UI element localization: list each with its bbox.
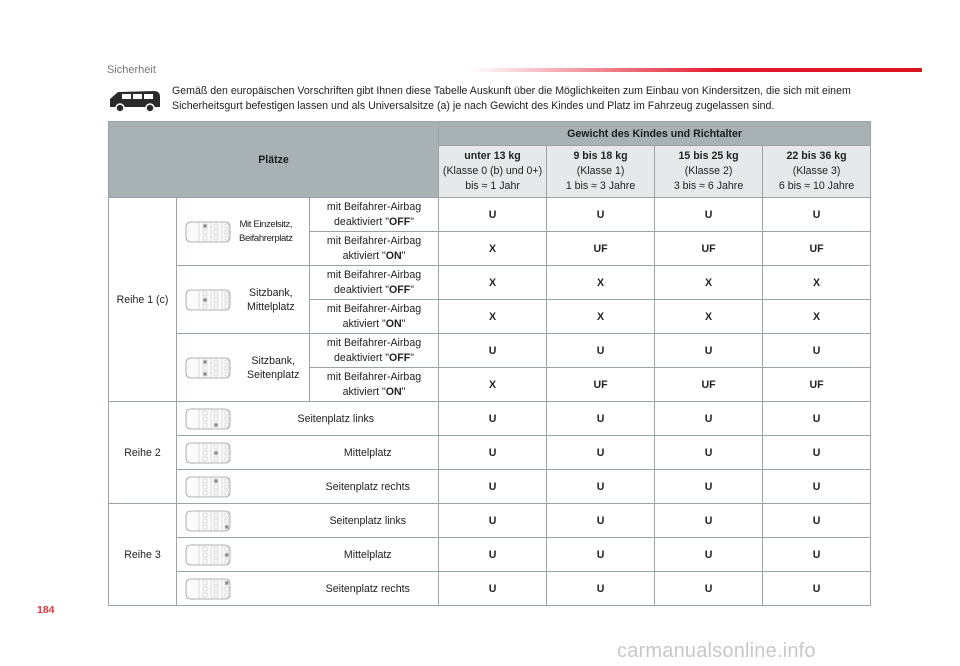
value-cell: U: [547, 334, 655, 368]
value-cell: X: [655, 266, 763, 300]
value-cell: U: [439, 402, 547, 436]
car-seat-diagram-icon: [185, 408, 231, 430]
row-label-reihe-2: Reihe 2: [109, 402, 177, 504]
column-header-group-0: unter 13 kg (Klasse 0 (b) und 0+) bis ≈ 1 Jahr: [439, 146, 547, 198]
value-cell: U: [439, 334, 547, 368]
seat-diagram-cell: [177, 572, 310, 606]
places-header: Plätze: [109, 122, 439, 198]
row-label-reihe-3: Reihe 3: [109, 504, 177, 606]
value-cell: UF: [763, 232, 871, 266]
seat-diagram-cell: [177, 504, 310, 538]
car-seat-diagram-icon: [185, 476, 231, 498]
header-accent-bar: [470, 68, 922, 72]
value-cell: X: [763, 300, 871, 334]
car-seat-diagram-icon: [185, 510, 231, 532]
value-cell: U: [655, 572, 763, 606]
van-icon: [108, 86, 162, 114]
seat-diagram-cell: [177, 402, 310, 436]
value-cell: U: [547, 572, 655, 606]
airbag-on-label: mit Beifahrer-Airbag aktiviert "ON": [310, 232, 439, 266]
value-cell: UF: [763, 368, 871, 402]
value-cell: U: [655, 538, 763, 572]
car-seat-diagram-icon: [185, 289, 231, 311]
value-cell: U: [439, 470, 547, 504]
seat-cell-beifahrer: Mit Einzelsitz, Beifahrerplatz: [177, 198, 310, 266]
child-seat-table: [108, 121, 871, 606]
value-cell: U: [655, 402, 763, 436]
column-header-group-2: 15 bis 25 kg (Klasse 2) 3 bis ≈ 6 Jahre: [655, 146, 763, 198]
value-cell: U: [439, 436, 547, 470]
seat-cell-seitenplatz: Sitzbank, Seitenplatz: [177, 334, 310, 402]
car-seat-diagram-icon: [185, 578, 231, 600]
seat-cell-mittelplatz: Sitzbank, Mittelplatz: [177, 266, 310, 334]
car-seat-diagram-icon: [185, 544, 231, 566]
seat-label: Mittelplatz: [310, 436, 439, 470]
value-cell: U: [439, 504, 547, 538]
watermark: carmanualsonline.info: [617, 640, 816, 662]
value-cell: U: [763, 402, 871, 436]
value-cell: U: [763, 504, 871, 538]
value-cell: U: [439, 572, 547, 606]
seat-label: Seitenplatz rechts: [310, 470, 439, 504]
row-label-reihe-1: Reihe 1 (c): [109, 198, 177, 402]
seat-label: Seitenplatz links: [310, 402, 439, 436]
value-cell: U: [655, 334, 763, 368]
car-seat-diagram-icon: [185, 442, 231, 464]
value-cell: UF: [547, 368, 655, 402]
value-cell: U: [763, 538, 871, 572]
value-cell: U: [439, 198, 547, 232]
value-cell: X: [439, 232, 547, 266]
airbag-off-label: mit Beifahrer-Airbag deaktiviert "OFF": [310, 334, 439, 368]
value-cell: UF: [655, 368, 763, 402]
intro-text: Gemäß den europäischen Vorschriften gibt Ihnen diese Tabelle Auskunft über die Möglichkeiten zum Einbau von Kindersitzen, die sich mit einem Sicherheitsgurt befestigen lassen und als Universalsitze (a) je nach Gewicht des Kindes und Platz im Fahrzeug zugelassen sind.: [172, 85, 851, 112]
airbag-off-label: mit Beifahrer-Airbag deaktiviert "OFF": [310, 198, 439, 232]
column-header-group-3: 22 bis 36 kg (Klasse 3) 6 bis ≈ 10 Jahre: [763, 146, 871, 198]
value-cell: U: [547, 504, 655, 538]
value-cell: UF: [655, 232, 763, 266]
section-title: Sicherheit: [107, 64, 156, 76]
column-header-group-1: 9 bis 18 kg (Klasse 1) 1 bis ≈ 3 Jahre: [547, 146, 655, 198]
value-cell: X: [439, 368, 547, 402]
value-cell: U: [655, 470, 763, 504]
value-cell: U: [763, 436, 871, 470]
seat-diagram-cell: [177, 470, 310, 504]
value-cell: U: [763, 334, 871, 368]
value-cell: U: [655, 436, 763, 470]
value-cell: U: [547, 470, 655, 504]
value-cell: U: [763, 198, 871, 232]
seat-label: Mittelplatz: [310, 538, 439, 572]
seat-label: Seitenplatz rechts: [310, 572, 439, 606]
value-cell: U: [763, 470, 871, 504]
airbag-on-label: mit Beifahrer-Airbag aktiviert "ON": [310, 300, 439, 334]
value-cell: U: [655, 504, 763, 538]
value-cell: UF: [547, 232, 655, 266]
airbag-off-label: mit Beifahrer-Airbag deaktiviert "OFF": [310, 266, 439, 300]
value-cell: U: [547, 402, 655, 436]
value-cell: X: [439, 266, 547, 300]
value-cell: U: [763, 572, 871, 606]
value-cell: X: [763, 266, 871, 300]
seat-diagram-cell: [177, 436, 310, 470]
seat-label: Seitenplatz links: [310, 504, 439, 538]
value-cell: U: [547, 198, 655, 232]
value-cell: U: [655, 198, 763, 232]
value-cell: X: [439, 300, 547, 334]
weight-header: Gewicht des Kindes und Richtalter: [439, 122, 871, 146]
value-cell: X: [547, 266, 655, 300]
page-number: 184: [37, 604, 55, 616]
airbag-on-label: mit Beifahrer-Airbag aktiviert "ON": [310, 368, 439, 402]
car-seat-diagram-icon: [185, 221, 231, 243]
value-cell: X: [547, 300, 655, 334]
value-cell: X: [655, 300, 763, 334]
car-seat-diagram-icon: [185, 357, 231, 379]
value-cell: U: [547, 538, 655, 572]
value-cell: U: [547, 436, 655, 470]
value-cell: U: [439, 538, 547, 572]
seat-diagram-cell: [177, 538, 310, 572]
